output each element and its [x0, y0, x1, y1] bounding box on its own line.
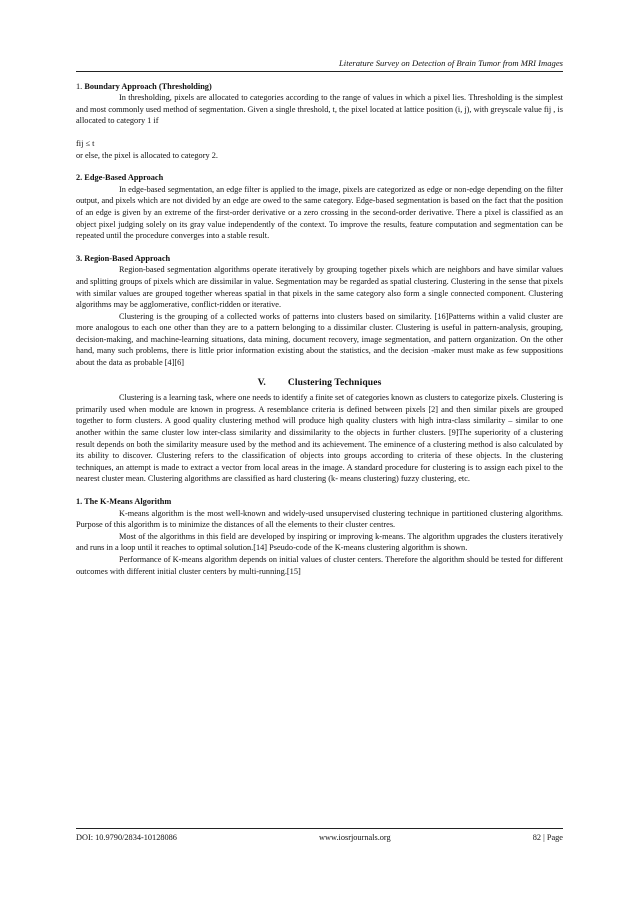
footer-page-number: 82 | Page: [532, 833, 563, 842]
page-body: [76, 58, 563, 577]
inequality: fij ≤ t: [76, 138, 95, 148]
paragraph: K-means algorithm is the most well-known and widely-used unsupervised clustering technique in partitioned clustering algorithms. Purpose of this algorithm is to minimize the distances of all the elements to their cluster centres.: [76, 508, 563, 530]
paragraph: Performance of K-means algorithm depends on initial values of cluster centers. Therefore the algorithm should be tested for different outcomes with different initial cluster centers by multi-running.[15]: [76, 554, 563, 576]
paragraph: Most of the algorithms in this field are developed by inspiring or improving k-means. The algorithm upgrades the clusters iteratively and runs in a loop until it reaches to optimal solution.[14] Pseudo-code of the K-means clustering algorithm is shown.: [76, 531, 563, 553]
paragraph: In thresholding, pixels are allocated to categories according to the range of values in which a pixel lies. Thresholding is the simplest and most commonly used method of segmentation. Given a single threshold, t, the pixel located at lattice position (i, j), with greyscale value fij , is allocated to category 1 if: [76, 93, 563, 126]
section-heading-edge: 2. Edge-Based Approach: [76, 173, 164, 183]
paragraph: In edge-based segmentation, an edge filter is applied to the image, pixels are categorized as edge or non-edge depending on the filter output, and pixels which are not divided by an edge are owed to the same category. Edge-based segmentation is based on the fact that the position of an edge is given by an extreme of the first-order derivative or a zero crossing in the second-order derivative. There a pixel is classified as an object pixel judging solely on its gray value independently of the context. To improve the results, feature computation and segmentation can be repeated until the procedure converges into a stable result.: [76, 184, 563, 241]
section-heading-boundary: [76, 81, 563, 93]
footer-doi: DOI: 10.9790/2834-10128086: [76, 833, 177, 842]
section-title-clustering: [76, 377, 563, 389]
paragraph: Region-based segmentation algorithms operate iteratively by grouping together pixels which are neighbors and have similar values and splitting groups of pixels which are dissimilar in value. Segmentation may be regarded as spatial clustering. Clustering in the sense that pixels with similar values are grouped together whereas spatial in that pixels in the same category also form a single connected component. Clustering algorithms may be agglomerative, conflict-ridden or iterative.: [76, 265, 563, 310]
paragraph: Clustering is a learning task, where one needs to identify a finite set of categories known as clusters to categorize pixels. Clustering is primarily used when module are known in progress. A resemblance criteria is defined between pixels [2] and then similar pixels are grouped together to form clusters. A good quality clustering method will produce high quality clusters with high intra-class similarity – similar to one another within the same cluster low inter-class similarity and dissimilarity to the objects in further clusters. [9]The superiority of a clustering result depends on both the similarity measure used by the method and its achievement. The eminence of a clustering method is also calculated by its ability to discover. Clustering refers to the classification of objects into groups according to criteria of these objects. In the clustering techniques, an attempt is made to extract a vector from local areas in the image. A standard procedure for clustering is to assign each pixel to the nearest cluster mean. Clustering algorithms are classified as hard clustering (k- means clustering) fuzzy clustering, etc.: [76, 393, 563, 484]
section-heading-region: 3. Region-Based Approach: [76, 253, 171, 263]
page-footer: [76, 828, 563, 844]
running-header: Literature Survey on Detection of Brain Tumor from MRI Images: [76, 58, 563, 72]
section-roman-numeral: V.: [257, 376, 266, 388]
section-heading-kmeans: 1. The K-Means Algorithm: [76, 497, 172, 506]
paragraph: or else, the pixel is allocated to category 2.: [76, 150, 218, 160]
paragraph: Clustering is the grouping of a collected works of patterns into clusters based on similarity. [16]Patterns within a valid cluster are more analogous to each one other than they are to a pattern belonging to a dissimilar cluster. Clustering is useful in pattern-analysis, grouping, decision-making, and machine-learning situations, data mining, document recovery, image segmentation, and pattern organization. On the other hand, many such problems, there is little prior information existing about the statistics, and the decision -maker must make as few suppositions about the data as probable [4][6]: [76, 311, 563, 368]
section-title-text: Boundary Approach (Thresholding): [84, 81, 212, 91]
section-title-text: Clustering Techniques: [287, 376, 382, 388]
footer-website: www.iosrjournals.org: [319, 833, 391, 842]
section-number: 1.: [76, 81, 83, 91]
